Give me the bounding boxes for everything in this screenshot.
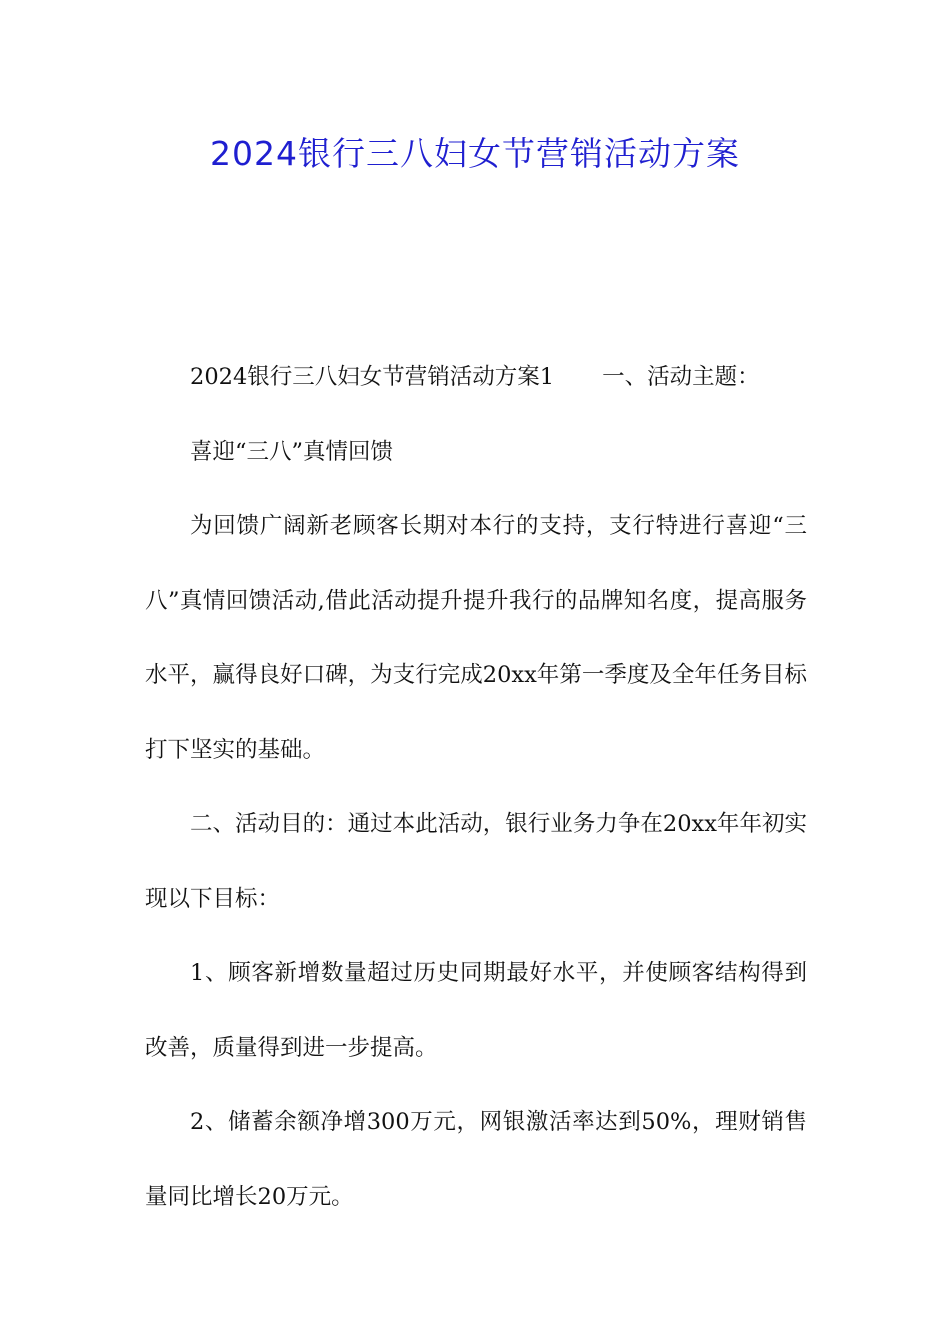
paragraph-4: 二、活动目的：通过本此活动，银行业务力争在20xx年年初实现以下目标： xyxy=(145,811,807,912)
paragraph-5: 1、顾客新增数量超过历史同期最好水平，并使顾客结构得到改善，质量得到进一步提高。 xyxy=(145,960,807,1061)
paragraph-1-heading: 2024银行三八妇女节营销活动方案1 xyxy=(190,364,555,390)
document-title: 2024银行三八妇女节营销活动方案 xyxy=(210,134,740,173)
paragraph-1 xyxy=(145,340,807,415)
paragraph-3: 为回馈广阔新老顾客长期对本行的支持，支行特进行喜迎“三八”真情回馈活动,借此活动提升提升我行的品牌知名度，提高服务水平，赢得良好口碑，为支行完成20xx年第一季度及全年任务目标打下坚实的基础。 xyxy=(145,513,807,763)
section-1-heading: 一、活动主题： xyxy=(602,364,760,390)
paragraph-2: 喜迎“三八”真情回馈 xyxy=(190,438,394,465)
document-body xyxy=(145,340,807,1234)
paragraph-6: 2、储蓄余额净增300万元，网银激活率达到50%，理财销售量同比增长20万元。 xyxy=(145,1109,807,1210)
